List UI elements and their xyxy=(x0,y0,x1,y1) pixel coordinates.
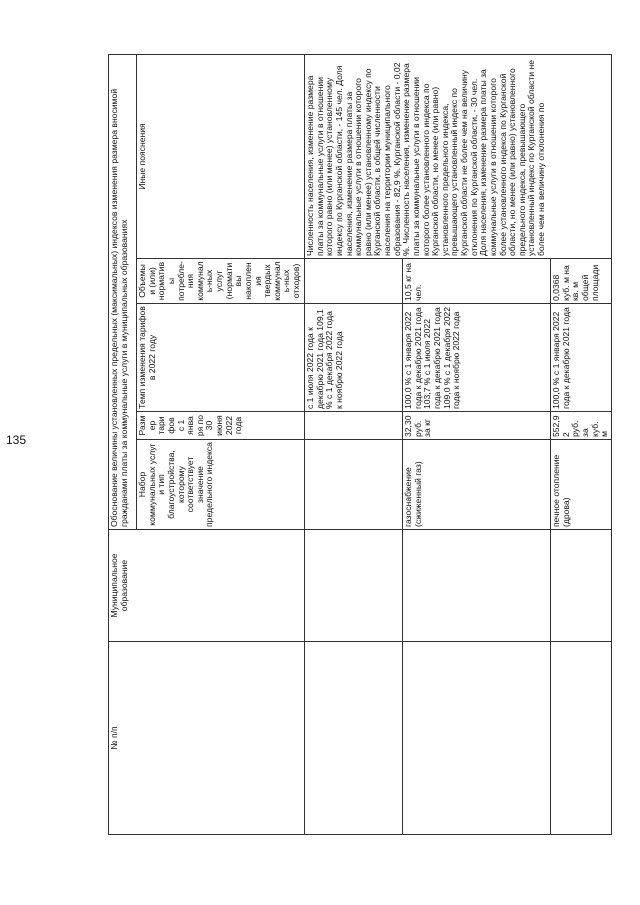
table-row xyxy=(305,54,403,834)
cell-municipality xyxy=(305,530,403,642)
cell-tariff-rate: 100,0 % с 1 января 2022 года к декабрю 2021 года xyxy=(551,304,612,412)
cell-notes: Численность населения, изменение размера платы за коммунальные услуги в отношении которого равно (или менее) установленному индексу по Курганской области, - 145 чел. Доля населения, изменение размера платы за коммунальные услуги в отношении которого равно (или менее) установленному индексу по Курганской области, в общей численности населения на территории муниципального образования - 82,9 %. Курганской области - 0,02 %. Численность населения, изменение размера платы за коммунальные услуги в отношении которого более установленного индекса по Курганской области, но менее (или равно) установленного предельного индекса, превышающего установленный индекс по Курганской области не более чем на величину отклонения по Курганской области, - 30 чел. Доля населения, изменение размера платы за коммунальные услуги в отношении которого более установленного индекса по Курганской области, но менее (или равно) установленного предельного индекса, превышающего установленный индекс по Курганской области не более чем на величину отклонения по xyxy=(305,54,612,258)
cell-tariff-rate: с 1 июля 2022 года к декабрю 2021 года 109,1 % с 1 декабря 2022 года к ноябрю 2022 года xyxy=(305,304,403,412)
header-tariff-rate: Темп изменения тарифов в 2022 году xyxy=(137,304,305,412)
cell-tariff-size: 552,92 руб. за куб. м xyxy=(551,412,612,440)
page-number: 135 xyxy=(5,433,27,447)
cell-num xyxy=(305,642,403,835)
rotated-page xyxy=(108,55,608,835)
header-service-set: Набор коммунальных услуг и тип благоустройства, которому соответствует значение предельного индекса xyxy=(137,440,305,530)
header-num: № п/п xyxy=(109,642,305,835)
header-volumes: Объемы и (или) нормативы потребле-ния коммуналь-ных услуг (нормативы накопления твердых коммуналь-ных отходов) xyxy=(137,259,305,304)
cell-service: газоснабжение (сжиженный газ) xyxy=(403,440,551,530)
cell-num xyxy=(551,642,612,835)
header-row-group xyxy=(109,54,137,834)
header-group-title: Обоснование величины установленных предельных (максимальных) индексов изменения размера вносимой гражданами платы за коммунальные услуги в муниципальных образованиях xyxy=(109,54,137,529)
cell-volume xyxy=(305,259,403,304)
header-notes: Иные пояснения xyxy=(137,54,305,258)
cell-tariff-size xyxy=(305,412,403,440)
cell-service: печное отопление (дрова) xyxy=(551,440,612,530)
cell-volume: 0,0368 куб. м на кв. м общей площади xyxy=(551,259,612,304)
header-municipality: Муниципальное образование xyxy=(109,530,305,642)
cell-tariff-rate: 100,0 % с 1 января 2022 года к декабрю 2021 года 103,7 % с 1 июля 2022 года к декабрю 2021 года 109,0 % с 1 декабря 2022 года к ноябрю 2022 года xyxy=(403,304,551,412)
cell-municipality xyxy=(551,530,612,642)
header-tariff-size: Размер тарифов с 1 января по 30 июня 2022 года xyxy=(137,412,305,440)
justification-table xyxy=(108,54,612,835)
cell-volume: 10,5 кг на чел. xyxy=(403,259,551,304)
cell-service xyxy=(305,440,403,530)
cell-municipality xyxy=(403,530,551,642)
cell-tariff-size: 32,30 руб. за кг xyxy=(403,412,551,440)
cell-num xyxy=(403,642,551,835)
